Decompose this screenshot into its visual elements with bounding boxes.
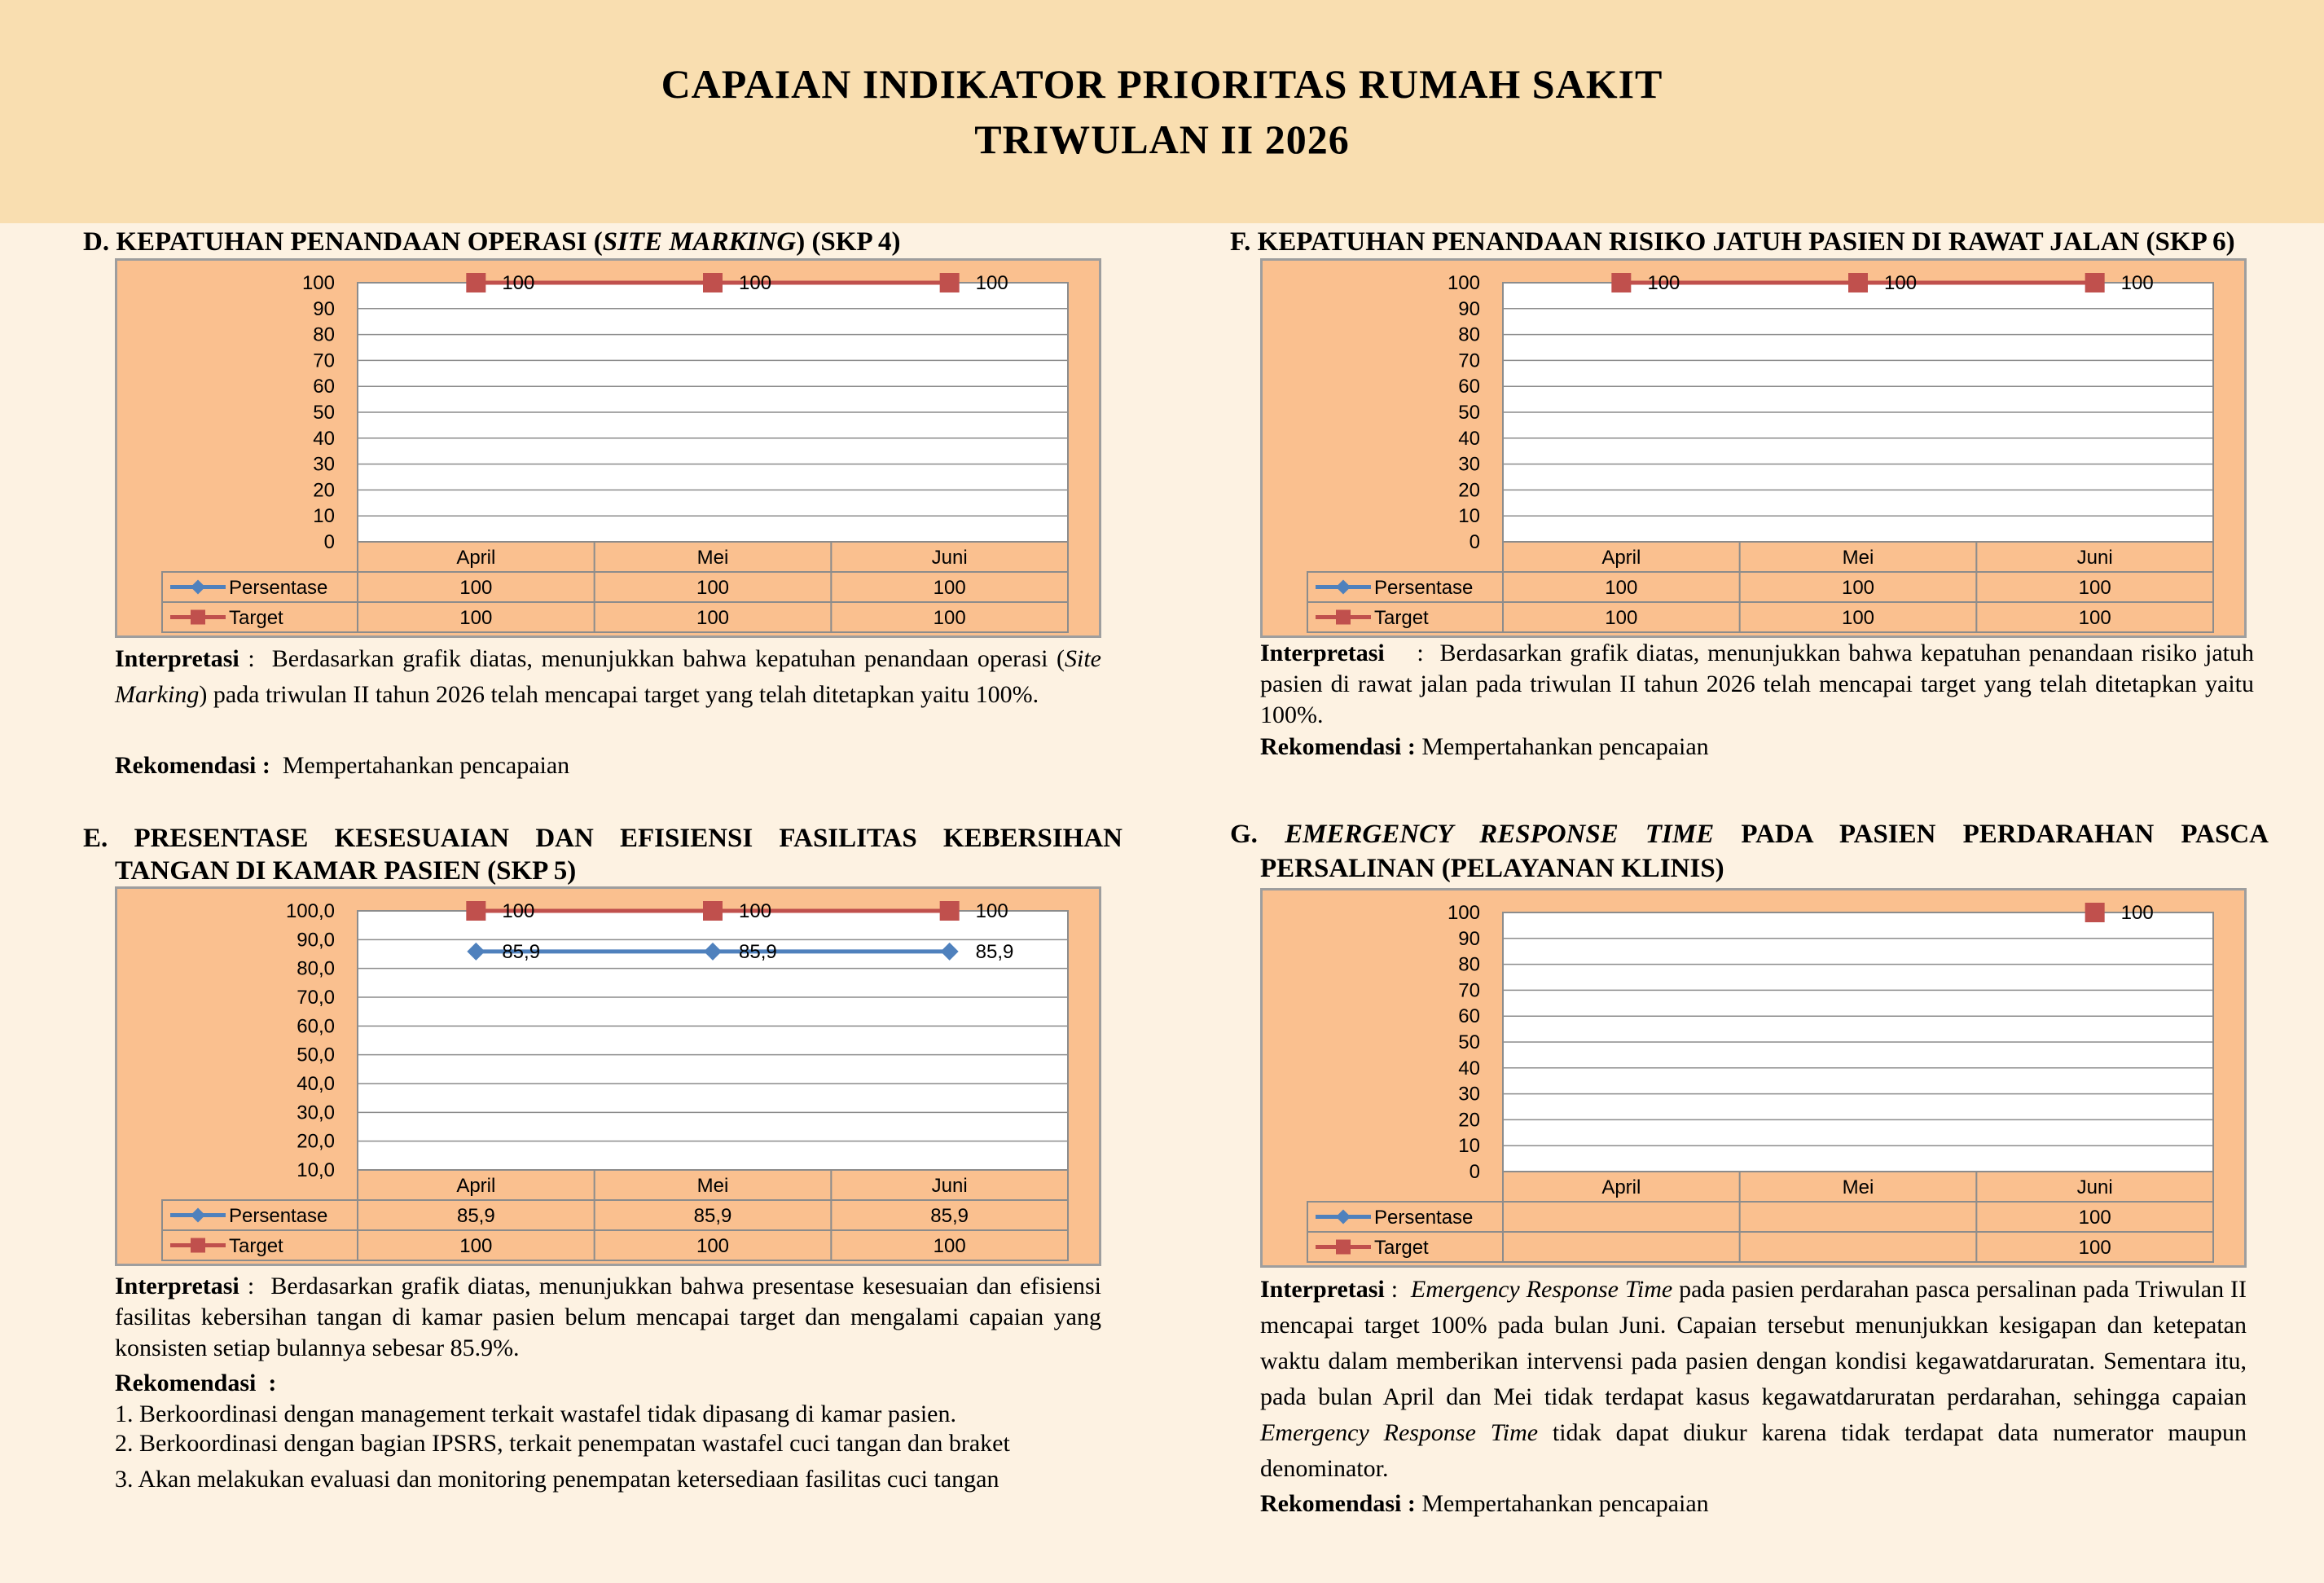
y-tick-label: 30 <box>1458 453 1480 476</box>
data-label-persentase: 85,9 <box>739 940 777 963</box>
section-e-title: E. PRESENTASE KESESUAIAN DAN EFISIENSI FASILITAS KEBERSIHAN <box>83 824 1122 853</box>
legend-label-persentase: Persentase <box>229 1205 328 1227</box>
y-tick-label: 50 <box>1458 1031 1480 1053</box>
page-subtitle: TRIWULAN II 2026 <box>974 117 1350 162</box>
table-value: 85,9 <box>456 1205 495 1227</box>
x-category-label: Mei <box>1842 547 1874 569</box>
y-tick-label: 70 <box>313 350 335 372</box>
table-value: 100 <box>1605 607 1638 629</box>
table-value: 100 <box>933 577 966 599</box>
data-point-target <box>2085 903 2105 922</box>
y-tick-label: 10 <box>1458 1135 1480 1158</box>
data-label-target: 100 <box>502 900 535 922</box>
data-label-persentase: 85,9 <box>502 940 541 963</box>
y-tick-label: 70 <box>1458 350 1480 372</box>
legend-label-target: Target <box>1374 607 1429 629</box>
chart-g-svg <box>1263 890 2244 1265</box>
data-label-target: 100 <box>739 900 772 922</box>
y-tick-label: 10 <box>1458 505 1480 528</box>
data-point-target <box>466 273 485 292</box>
table-value: 100 <box>933 1235 966 1257</box>
y-tick-label: 60 <box>313 376 335 398</box>
table-value: 85,9 <box>930 1205 969 1227</box>
y-tick-label: 50 <box>1458 402 1480 424</box>
legend-label-target: Target <box>229 1235 283 1257</box>
y-tick-label: 60 <box>1458 376 1480 398</box>
y-tick-label: 60,0 <box>297 1015 335 1038</box>
y-tick-label: 50 <box>313 402 335 424</box>
page-title: CAPAIAN INDIKATOR PRIORITAS RUMAH SAKIT <box>661 61 1663 107</box>
section-f-interpretation: Interpretasi : Berdasarkan grafik diatas, menunjukkan bahwa kepatuhan penandaan risiko jatuh pasien di rawat jalan pada triwulan II tahun 2026 telah mencapai target yang telah ditetapkan yaitu 100%. <box>1260 640 2255 728</box>
y-tick-label: 50,0 <box>297 1044 335 1066</box>
y-tick-label: 90,0 <box>297 929 335 952</box>
x-category-label: April <box>1601 547 1641 569</box>
legend-label-target: Target <box>229 607 283 629</box>
table-value: 100 <box>1841 607 1875 629</box>
data-point-target <box>466 901 485 921</box>
y-tick-label: 90 <box>1458 297 1480 320</box>
legend-marker-target <box>1336 1240 1351 1255</box>
section-g-recommendation: Rekomendasi : Mempertahankan pencapaian <box>1260 1490 1709 1517</box>
table-value: 100 <box>459 577 493 599</box>
legend-marker-target <box>1336 610 1351 625</box>
table-value: 100 <box>2078 607 2111 629</box>
table-value: 100 <box>2078 1237 2111 1259</box>
table-value: 100 <box>459 607 493 629</box>
data-label-target: 100 <box>2120 902 2154 924</box>
table-value: 100 <box>933 607 966 629</box>
y-tick-label: 100,0 <box>285 900 335 922</box>
y-tick-label: 20,0 <box>297 1130 335 1153</box>
section-f-title: F. KEPATUHAN PENANDAAN RISIKO JATUH PASIEN DI RAWAT JALAN (SKP 6) <box>1230 227 2235 257</box>
legend-marker-persentase <box>191 1208 205 1223</box>
section-e-interpretation: Interpretasi : Berdasarkan grafik diatas, menunjukkan bahwa presentase kesesuaian dan efisiensi fasilitas kebersihan tangan di kamar pasien belum mencapai target dan mengalami capaian yang konsisten setiap bulannya sebesar 85.9%. <box>115 1273 1102 1361</box>
section-g-title: G. EMERGENCY RESPONSE TIME PADA PASIEN PERDARAHAN PASCA <box>1230 820 2269 849</box>
legend-label-persentase: Persentase <box>1374 577 1474 599</box>
y-tick-label: 30 <box>313 453 335 476</box>
y-tick-label: 90 <box>1458 927 1480 950</box>
section-g-title-line2: PERSALINAN (PELAYANAN KLINIS) <box>1260 854 1724 883</box>
table-value: 100 <box>2078 1207 2111 1229</box>
table-value: 100 <box>696 577 730 599</box>
data-point-target <box>703 901 723 921</box>
legend-label-persentase: Persentase <box>1374 1207 1474 1229</box>
section-d-title: D. KEPATUHAN PENANDAAN OPERASI (SITE MARKING) (SKP 4) <box>83 227 901 257</box>
data-label-target: 100 <box>975 900 1008 922</box>
y-tick-label: 20 <box>313 479 335 502</box>
data-label-target: 100 <box>1647 272 1680 294</box>
table-value: 85,9 <box>693 1205 732 1227</box>
y-tick-label: 80 <box>1458 953 1480 976</box>
x-category-label: Mei <box>696 547 729 569</box>
y-tick-label: 70,0 <box>297 987 335 1009</box>
data-label-target: 100 <box>975 272 1008 294</box>
chart-f <box>1260 258 2247 638</box>
table-value: 100 <box>696 1235 730 1257</box>
table-value: 100 <box>2078 577 2111 599</box>
table-value: 100 <box>1841 577 1875 599</box>
section-g-interpretation: Interpretasi : Emergency Response Time pada pasien perdarahan pasca persalinan pada Triwulan II mencapai target 100% pada bulan Juni. Capaian tersebut menunjukkan kesigapan dan ketepatan waktu dalam memberikan intervensi pada pasien dengan kondisi kegawatdaruratan. Sementara itu, pada bulan April dan Mei tidak terdapat kasus kegawatdaruratan perdarahan, sehingga capaian Emergency Response Time tidak dapat diukur karena tidak terdapat data numerator maupun denominator. <box>1260 1276 2247 1482</box>
y-tick-label: 90 <box>313 297 335 320</box>
section-d-interpretation: Interpretasi : Berdasarkan grafik diatas, menunjukkan bahwa kepatuhan penandaan operasi (Site Marking) pada triwulan II tahun 2026 telah mencapai target yang telah ditetapkan yaitu 100%. <box>115 645 1102 708</box>
y-tick-label: 60 <box>1458 1005 1480 1028</box>
section-e-rec-item: 2. Berkoordinasi dengan bagian IPSRS, terkait penempatan wastafel cuci tangan dan braket <box>115 1430 1010 1457</box>
legend-marker-target <box>191 1238 205 1253</box>
data-label-target: 100 <box>1884 272 1918 294</box>
legend-marker-persentase <box>191 580 205 595</box>
legend-marker-target <box>191 610 205 625</box>
y-tick-label: 20 <box>1458 1109 1480 1132</box>
x-category-label: Mei <box>1842 1176 1874 1198</box>
section-e-rec-item: 1. Berkoordinasi dengan management terkait wastafel tidak dipasang di kamar pasien. <box>115 1401 956 1427</box>
section-e-rec-item: 3. Akan melakukan evaluasi dan monitoring penempatan ketersediaan fasilitas cuci tangan <box>115 1466 999 1493</box>
data-label-target: 100 <box>502 272 535 294</box>
y-tick-label: 100 <box>1447 902 1480 924</box>
y-tick-label: 0 <box>1469 531 1480 553</box>
y-tick-label: 0 <box>1469 1161 1480 1183</box>
x-category-label: April <box>456 1175 496 1197</box>
y-tick-label: 20 <box>1458 479 1480 502</box>
chart-g <box>1260 888 2247 1268</box>
x-category-label: April <box>1601 1176 1641 1198</box>
data-label-target: 100 <box>2120 272 2154 294</box>
x-category-label: Mei <box>696 1175 729 1197</box>
y-tick-label: 40 <box>313 427 335 450</box>
table-value: 100 <box>696 607 730 629</box>
y-tick-label: 100 <box>1447 272 1480 294</box>
y-tick-label: 0 <box>323 531 335 553</box>
legend-label-target: Target <box>1374 1237 1429 1259</box>
legend-marker-persentase <box>1336 580 1351 595</box>
table-value: 100 <box>459 1235 493 1257</box>
x-category-label: Juni <box>931 1175 968 1197</box>
y-tick-label: 40 <box>1458 1057 1480 1080</box>
data-point-target <box>2085 273 2105 292</box>
legend-marker-persentase <box>1336 1210 1351 1225</box>
table-value: 100 <box>1605 577 1638 599</box>
y-tick-label: 30,0 <box>297 1102 335 1124</box>
section-f-recommendation: Rekomendasi : Mempertahankan pencapaian <box>1260 733 1709 760</box>
section-e-title-line2: TANGAN DI KAMAR PASIEN (SKP 5) <box>115 856 577 886</box>
y-tick-label: 40 <box>1458 427 1480 450</box>
y-tick-label: 40,0 <box>297 1073 335 1095</box>
y-tick-label: 100 <box>301 272 335 294</box>
y-tick-label: 70 <box>1458 979 1480 1002</box>
page-header <box>0 0 2324 223</box>
section-e-recommendation-label: Rekomendasi : <box>115 1370 277 1396</box>
data-label-persentase: 85,9 <box>975 940 1014 963</box>
legend-label-persentase: Persentase <box>229 577 328 599</box>
x-category-label: Juni <box>931 547 968 569</box>
x-category-label: April <box>456 547 496 569</box>
chart-f-svg <box>1263 261 2244 635</box>
y-tick-label: 10,0 <box>297 1159 335 1181</box>
data-point-target <box>1848 273 1868 292</box>
y-tick-label: 80 <box>313 323 335 346</box>
y-tick-label: 80 <box>1458 323 1480 346</box>
x-category-label: Juni <box>2076 547 2113 569</box>
y-tick-label: 10 <box>313 505 335 528</box>
y-tick-label: 80,0 <box>297 957 335 980</box>
x-category-label: Juni <box>2076 1176 2113 1198</box>
section-d-recommendation: Rekomendasi : Mempertahankan pencapaian <box>115 752 570 779</box>
data-point-target <box>940 901 960 921</box>
data-point-target <box>940 273 960 292</box>
y-tick-label: 30 <box>1458 1083 1480 1106</box>
data-point-target <box>703 273 723 292</box>
chart-d <box>115 258 1101 638</box>
chart-e-svg <box>117 889 1099 1264</box>
data-label-target: 100 <box>739 272 772 294</box>
chart-e <box>115 886 1101 1266</box>
chart-d-svg <box>117 261 1099 635</box>
data-point-target <box>1611 273 1631 292</box>
